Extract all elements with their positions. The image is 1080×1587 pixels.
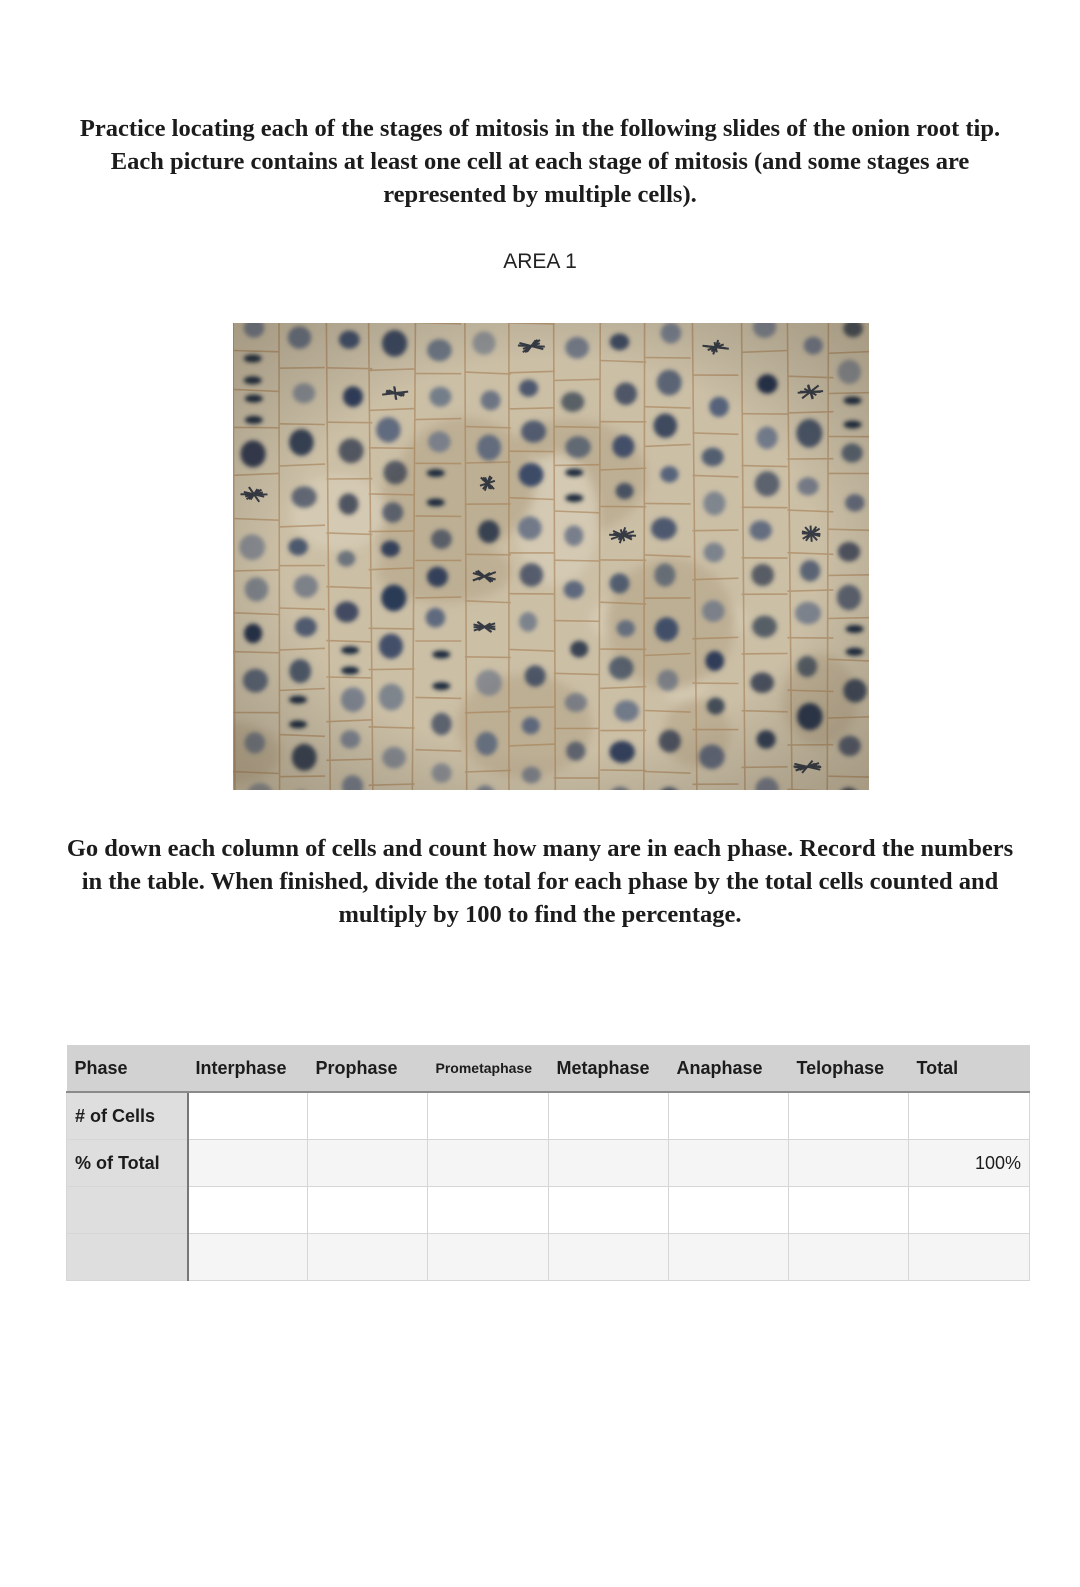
header-telophase: Telophase	[789, 1045, 909, 1092]
table-cell[interactable]	[669, 1092, 789, 1140]
table-row-blank-1	[67, 1187, 1030, 1234]
area-label: AREA 1	[503, 250, 577, 273]
header-anaphase: Anaphase	[669, 1045, 789, 1092]
table-cell[interactable]	[428, 1140, 549, 1187]
row-label-blank	[67, 1187, 188, 1234]
row-label-percent: % of Total	[67, 1140, 188, 1187]
header-total: Total	[909, 1045, 1030, 1092]
table-cell[interactable]	[789, 1234, 909, 1281]
header-prophase: Prophase	[308, 1045, 428, 1092]
table-cell[interactable]	[308, 1092, 428, 1140]
table-cell[interactable]	[308, 1140, 428, 1187]
table-cell-total-percent[interactable]: 100%	[909, 1140, 1030, 1187]
header-interphase: Interphase	[188, 1045, 308, 1092]
table-cell[interactable]	[308, 1187, 428, 1234]
table-cell-total[interactable]	[909, 1092, 1030, 1140]
table-row-blank-2	[67, 1234, 1030, 1281]
table-cell[interactable]	[669, 1234, 789, 1281]
table-cell[interactable]	[789, 1092, 909, 1140]
micrograph-svg	[233, 323, 869, 790]
row-label-cell-count: # of Cells	[67, 1092, 188, 1140]
table-cell[interactable]	[188, 1092, 308, 1140]
table-cell[interactable]	[188, 1140, 308, 1187]
table-cell[interactable]	[428, 1092, 549, 1140]
table-cell[interactable]	[909, 1234, 1030, 1281]
instructions-paragraph: Go down each column of cells and count how many are in each phase. Record the numbers in the table. When finished, divide the total for each phase by the total cells counted and multiply by 100 to find the percentage.	[66, 835, 1014, 928]
table-cell[interactable]	[669, 1140, 789, 1187]
table-row-percent	[67, 1140, 1030, 1187]
row-label-blank	[67, 1234, 188, 1281]
header-prometaphase: Prometaphase	[428, 1045, 549, 1092]
table-cell[interactable]	[789, 1187, 909, 1234]
mitosis-count-table	[66, 1045, 1030, 1281]
table-cell[interactable]	[549, 1187, 669, 1234]
table-cell[interactable]	[789, 1140, 909, 1187]
table-cell[interactable]	[428, 1234, 549, 1281]
table-cell[interactable]	[428, 1187, 549, 1234]
header-metaphase: Metaphase	[549, 1045, 669, 1092]
table-cell[interactable]	[549, 1234, 669, 1281]
table-cell[interactable]	[188, 1234, 308, 1281]
table-cell[interactable]	[308, 1234, 428, 1281]
table-row-cell-count	[67, 1092, 1030, 1140]
table-cell[interactable]	[909, 1187, 1030, 1234]
intro-paragraph: Practice locating each of the stages of mitosis in the following slides of the onion root tip. Each picture contains at least one cell at each stage of mitosis (and some stages are represented by multiple cells).	[79, 115, 1001, 208]
table-cell[interactable]	[669, 1187, 789, 1234]
header-row	[67, 1045, 1030, 1092]
table-cell[interactable]	[549, 1092, 669, 1140]
table-cell[interactable]	[188, 1187, 308, 1234]
onion-root-tip-micrograph	[233, 323, 869, 790]
table-cell[interactable]	[549, 1140, 669, 1187]
header-phase: Phase	[67, 1045, 188, 1092]
